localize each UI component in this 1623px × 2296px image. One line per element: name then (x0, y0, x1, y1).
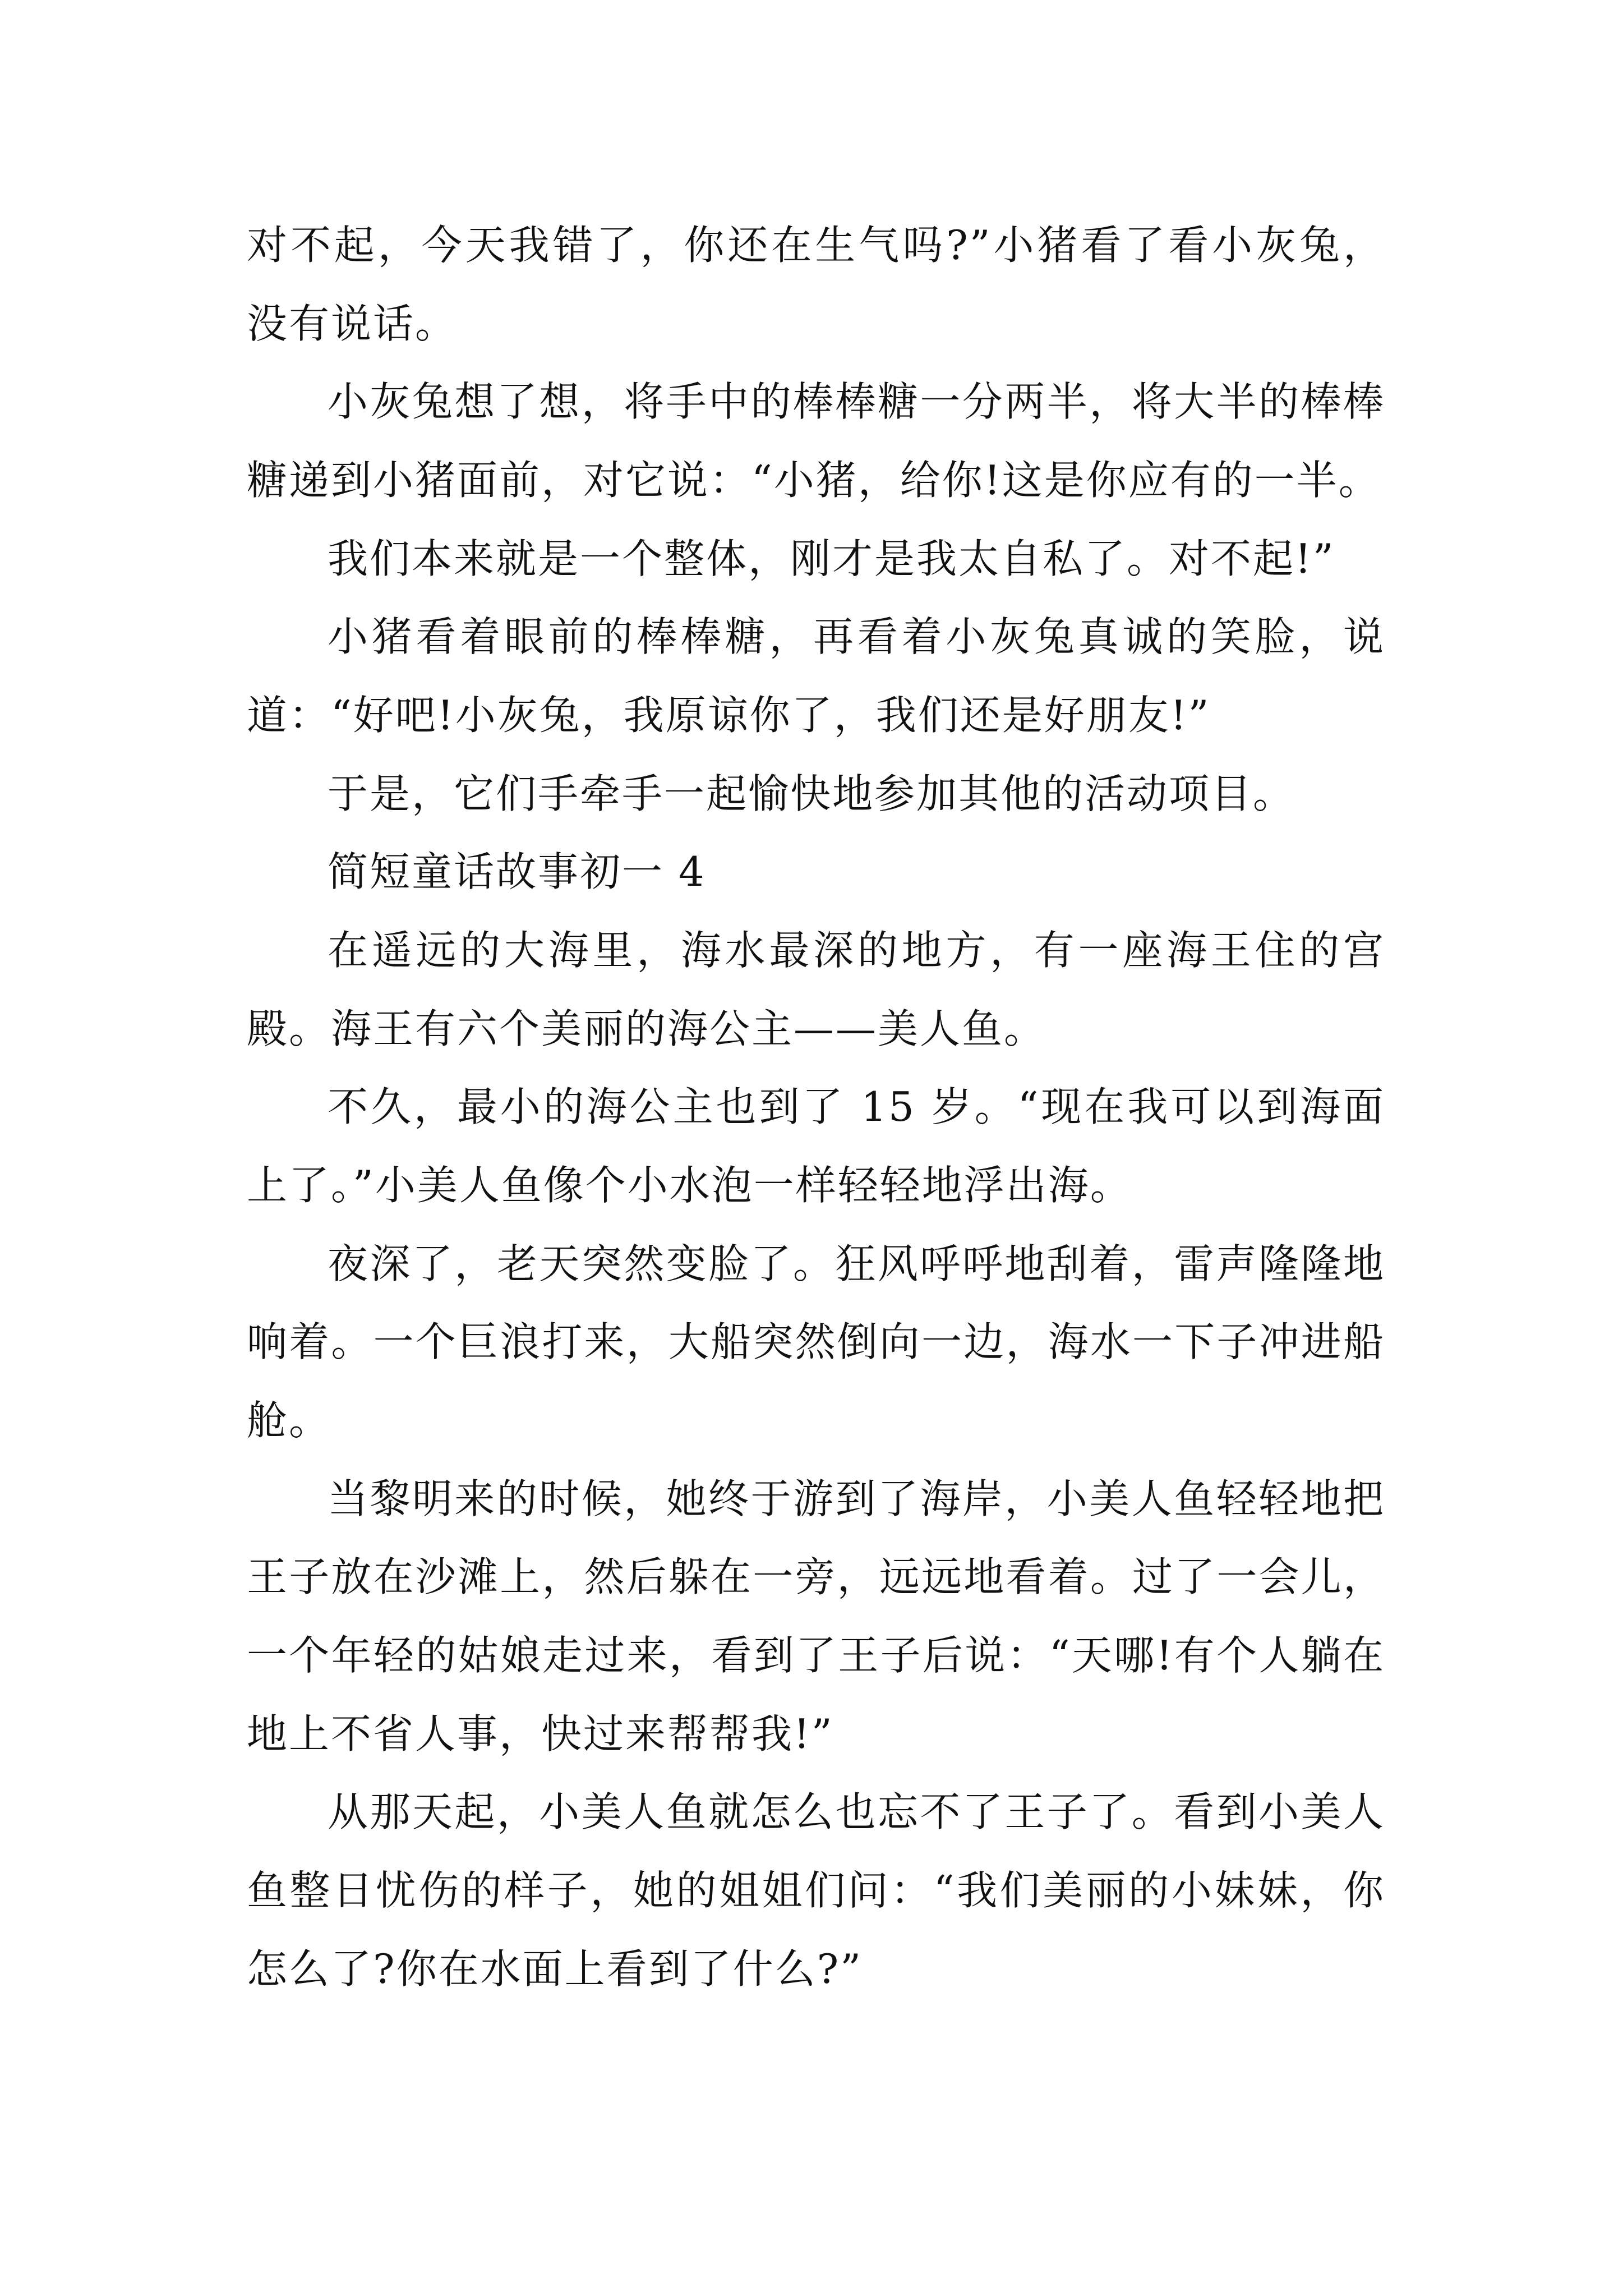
document-body (247, 206, 1385, 2008)
paragraph-11: 从那天起，小美人鱼就怎么也忘不了王子了。看到小美人鱼整日忧伤的样子，她的姐姐们问：“我们美丽的小妹妹，你怎么了?你在水面上看到了什么?” (247, 1788, 1385, 1993)
paragraph-9: 夜深了，老天突然变脸了。狂风呼呼地刮着，雷声隆隆地响着。一个巨浪打来，大船突然倒向一边，海水一下子冲进船舱。 (247, 1240, 1385, 1444)
paragraph-1: 对不起，今天我错了，你还在生气吗?”小猪看了看小灰兔，没有说话。 (247, 222, 1385, 347)
section-heading: 简短童话故事初一 4 (328, 848, 706, 896)
paragraph-5: 于是，它们手牵手一起愉快地参加其他的活动项目。 (328, 770, 1295, 817)
paragraph-3: 我们本来就是一个整体，刚才是我太自私了。对不起!” (328, 535, 1335, 582)
paragraph-8: 不久，最小的海公主也到了 15 岁。“现在我可以到海面上了。”小美人鱼像个小水泡一样轻轻地浮出海。 (247, 1083, 1385, 1209)
paragraph-7: 在遥远的大海里，海水最深的地方，有一座海王住的宫殿。海王有六个美丽的海公主——美人鱼。 (247, 927, 1385, 1052)
paragraph-10: 当黎明来的时候，她终于游到了海岸，小美人鱼轻轻地把王子放在沙滩上，然后躲在一旁，远远地看着。过了一会儿，一个年轻的姑娘走过来，看到了王子后说：“天哪!有个人躺在地上不省人事，快过来帮帮我!” (247, 1475, 1385, 1757)
paragraph-4: 小猪看着眼前的棒棒糖，再看着小灰兔真诚的笑脸，说道：“好吧!小灰兔，我原谅你了，我们还是好朋友!” (247, 613, 1385, 739)
paragraph-2: 小灰兔想了想，将手中的棒棒糖一分两半，将大半的棒棒糖递到小猪面前，对它说：“小猪，给你!这是你应有的一半。 (247, 378, 1385, 504)
